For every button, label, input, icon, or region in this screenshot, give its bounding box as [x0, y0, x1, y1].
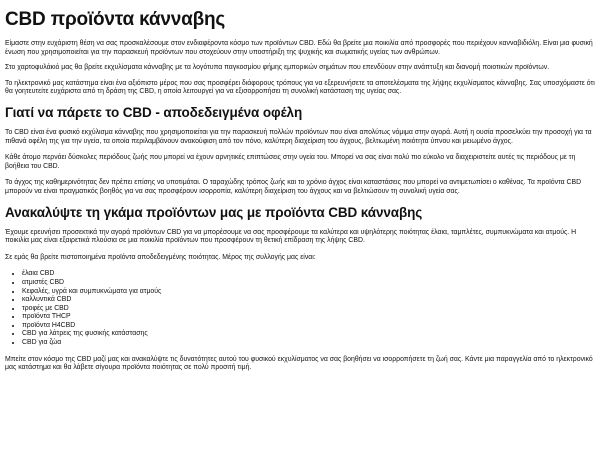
benefits-paragraph-2: Κάθε άτομο περνάει δύσκολες περιόδους ζωής που μπορεί να έχουν αρνητικές επιπτώσεις στην υγεία του. Μπορεί να σας είναι πολύ πιο εύκολο να διαχειριστείτε αυτές τις περιόδους με τη βοήθεια του CBD.: [5, 154, 576, 170]
list-item: • προϊόντα THCP: [22, 313, 595, 322]
intro-paragraph-2: Στο χαρτοφυλάκιό μας θα βρείτε εκχυλίσματα κάνναβης με τα λογότυπα παγκοσμίου φήμης εμπορικών σημάτων που επενδύουν στην ανάπτυξη και διανομή ποιοτικών προϊόντων.: [5, 64, 550, 72]
benefits-heading: Γιατί να πάρετε το CBD - αποδεδειγμένα οφέλη: [5, 104, 303, 120]
intro-paragraph-3: Το ηλεκτρονικό μας κατάστημα είναι ένα αξιόπιστο μέρος που σας προσφέρει διάφορους τρόπους για να εξερευνήσετε τα αποτελέσματα της λήψης εκχυλίσματος κάνναβης. Σας υποσχόμαστε ότι θα γοητευτείτε ευχάριστα από τη δράση της CBD, η οποία λειτουργεί για να εξισορροπήσει τη συνολική κατάσταση της υγείας σας.: [5, 79, 595, 96]
benefits-paragraph-3: Το άγχος της καθημερινότητας δεν πρέπει επίσης να υποτιμάται. Ο ταραχώδης τρόπος ζωής και το χρόνιο άγχος είναι καταστάσεις που μπορεί να αντιμετωπίσει ο καθένας. Τα προϊόντα CBD μπορούν να είναι πραγματικός βοηθός για να σας προσφέρουν ισορροπία, καλύτερη διαχείριση του άγχους και να βελτιώσουν τη συνολική υγεία σας.: [5, 179, 582, 195]
article: [5, 0, 595, 373]
list-item: • έλαια CBD: [22, 270, 595, 279]
range-paragraph-1: Έχουμε ερευνήσει προσεκτικά την αγορά προϊόντων CBD για να μπορέσουμε να σας προσφέρουμε τα καλύτερα και υψηλότερης ποιότητας έλαια, ταμπλέτες, συμπυκνώματα και ατμούς. Η ποικιλία μας είναι εξαιρετικά πλούσια σε μια ποικιλία προϊόντων που προσφέρουν τη θετική επίδραση της λήψης CBD.: [5, 228, 577, 245]
list-item: • ατμιστές CBD: [22, 279, 595, 288]
product-range-heading: Ανακαλύψτε τη γκάμα προϊόντων μας με προϊόντα CBD κάνναβης: [5, 204, 423, 220]
list-item: • καλλυντικά CBD: [22, 296, 595, 305]
list-item: • CBD για λάτρεις της φυσικής κατάστασης: [22, 330, 595, 339]
benefits-paragraph-1: Το CBD είναι ένα φυσικό εκχύλισμα κάνναβης που χρησιμοποιείται για την παρασκευή πολλών προϊόντων που είναι απολύτως νόμιμα στην αγορά. Αυτή η ουσία προσελκύει την προσοχή για τα πιθανά οφέλη της για την υγεία, τα οποία περιλαμβάνουν ανακούφιση από τον πόνο, καλύτερη διαχείριση του άγχους, βελτιωμένη ποιότητα ύπνου και μειωμένο άγχος.: [5, 128, 592, 145]
list-item: • τροφές με CBD: [22, 305, 595, 314]
page-title: CBD προϊόντα κάνναβης: [5, 9, 226, 30]
list-item: • προϊόντα H4CBD: [22, 322, 595, 331]
list-item: • CBD για ζώα: [22, 339, 595, 348]
closing-paragraph: Μπείτε στον κόσμο της CBD μαζί μας και ανακαλύψτε τις δυνατότητες αυτού του φυσικού εκχυλίσματος να σας βοηθήσει να ισορροπήσετε τη ζωή σας. Κάντε μια παραγγελία από το ηλεκτρονικό μας κατάστημα και θα λάβετε σίγουρα προϊόντα ποιότητας σε πολύ προσιτή τιμή.: [5, 355, 593, 372]
intro-paragraph-1: Είμαστε στην ευχάριστη θέση να σας προσκαλέσουμε στον ενδιαφέροντα κόσμο των προϊόντων CBD. Εδώ θα βρείτε μια ποικιλία από προσφορές που περιέχουν κανναβιδιόλη. Είναι μια φυσική ένωση που χρησιμοποιείται για την παρασκευή προϊόντων που στοχεύουν στην υποστήριξη της ψυχικής και σωματικής υγείας των ανθρώπων.: [5, 40, 593, 56]
range-paragraph-2: Σε εμάς θα βρείτε πιστοποιημένα προϊόντα αποδεδειγμένης ποιότητας. Μέρος της συλλογής μας είναι:: [5, 253, 316, 261]
product-list: [5, 270, 595, 347]
list-item: • Κεφαλές, υγρά και συμπυκνώματα για ατμούς: [22, 288, 595, 297]
